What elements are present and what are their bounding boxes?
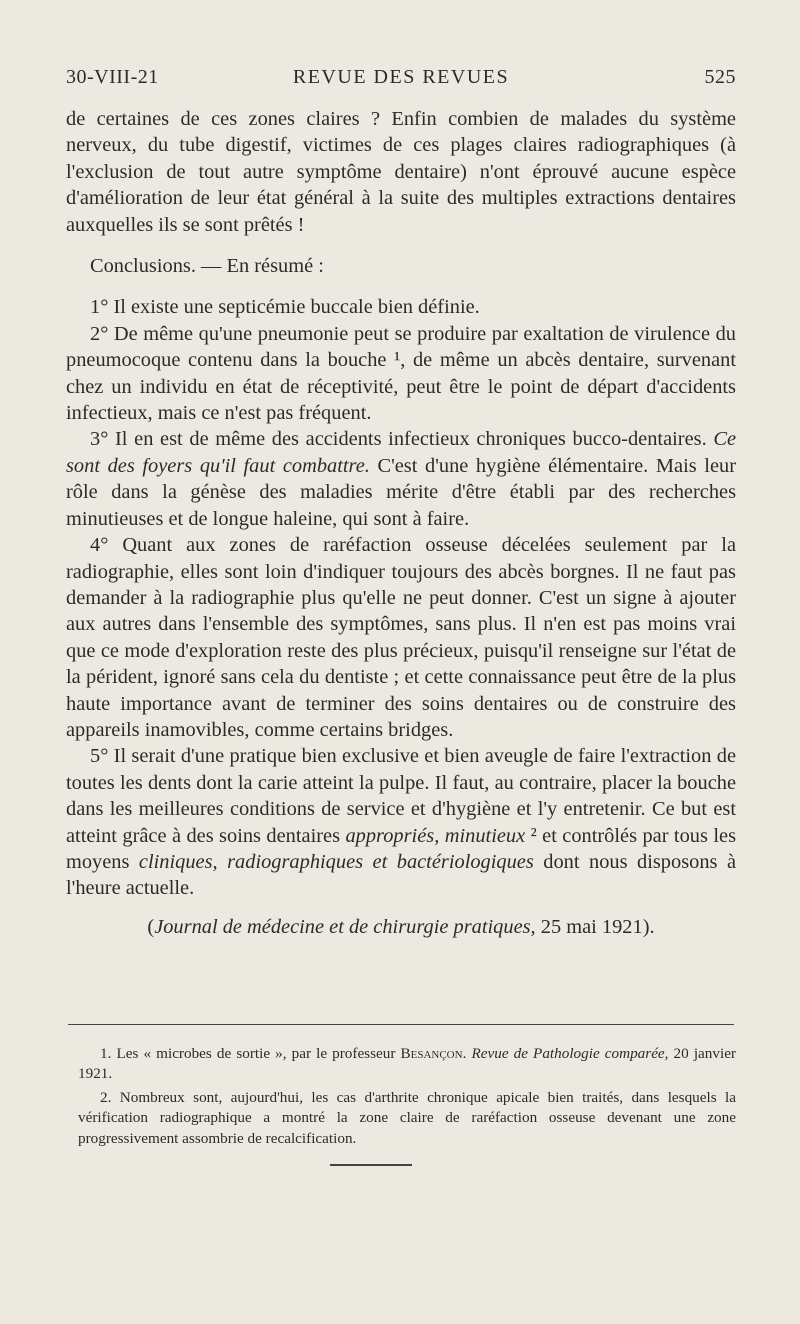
footnote-2: 2. Nombreux sont, aujourd'hui, les cas d'arthrite chronique apicale bien traités, dans lesquels la vérification radiographique a montré la zone claire de raréfaction osseuse devenant une zone progressivement assombrie de recalcification. [78, 1088, 736, 1147]
header-journal-title: REVUE DES REVUES [292, 66, 510, 88]
conclusion-2: 2° De même qu'une pneumonie peut se produire par exaltation de virulence du pneumocoque contenu dans la bouche ¹, de même un abcès dentaire, survenant chez un individu en état de réceptivité, peut être le point de départ d'accidents infectieux, mais ce n'est pas fréquent. [66, 322, 736, 425]
conclusion-3-emphasis: Ce sont des foyers qu'il faut combattre. [66, 428, 736, 477]
article-body [66, 106, 736, 940]
footnote-1-journal: Revue de Pathologie comparée, [471, 1045, 669, 1062]
conclusion-1: 1° Il existe une septicémie buccale bien définie. [90, 296, 480, 319]
footnote-1-author: Besançon [400, 1045, 463, 1062]
source-open: ( [147, 915, 155, 938]
conclusions-heading: Conclusions. — En résumé : [90, 255, 324, 278]
conclusion-3 [66, 426, 736, 532]
footnotes [78, 1044, 736, 1149]
footnote-1-date: 20 janvier 1921. [78, 1045, 736, 1083]
running-header [66, 66, 736, 94]
conclusion-5-text: 5° Il serait d'une pratique bien exclusive et bien aveugle de faire l'extraction de toutes les dents dont la carie atteint la pulpe. Il faut, au contraire, placer la bouche dans les meilleures conditions de service et d'hygiène et l'y entretenir. Ce but est atteint grâce à des soins dentaires [66, 745, 736, 847]
conclusion-4: 4° Quant aux zones de raréfaction osseuse décelées seulement par la radiographie, elles sont loin d'indiquer toujours des abcès borgnes. Il ne faut pas demander à la radiographie plus qu'elle ne peut donner. C'est un signe à ajouter aux autres dans l'ensemble des symptômes, sans plus. Il n'en est pas moins vrai que ce mode d'exploration reste des plus précieux, puisqu'il renseigne sur l'état de la pérident, ignoré sans cela du dentiste ; et cette connaissance peut être de la plus haute importance avant de terminer des soins dentaires ou de construire des appareils inamovibles, comme certains bridges. [66, 534, 736, 741]
conclusion-3-text: 3° Il en est de même des accidents infectieux chroniques bucco-dentaires. [90, 428, 714, 451]
source-citation [66, 914, 736, 940]
conclusion-3-rest: C'est d'une hygiène élémentaire. Mais leur rôle dans la génèse des maladies mérite d'être établi par des recherches minutieuses et de longue haleine, qui sont à faire. [66, 454, 736, 530]
end-rule [330, 1164, 412, 1166]
page-number: 525 [704, 66, 736, 88]
conclusion-5-emphasis-1: appropriés, minutieux [345, 824, 526, 847]
paragraph-intro: de certaines de ces zones claires ? Enfin combien de malades du système nerveux, du tube digestif, victimes de ces plages claires radiographiques (à l'exclusion de tout autre symptôme dentaire) n'ont éprouvé aucune espèce d'amélioration de leur état général à la suite des multiples extractions dentaires auxquelles ils se sont prêtés ! [66, 108, 736, 236]
source-journal: Journal de médecine et de chirurgie pratiques, [154, 915, 536, 938]
source-date: 25 mai 1921). [535, 915, 655, 938]
conclusion-5 [66, 743, 736, 901]
footnote-1-sep: . [462, 1045, 472, 1062]
conclusion-5-text-2: ² et contrôlés par tous les moyens [66, 824, 737, 873]
conclusion-5-emphasis-2: cliniques, radiographiques et bactériologiques [138, 850, 534, 873]
footnote-divider [68, 1024, 734, 1025]
conclusion-5-rest: dont nous disposons à l'heure actuelle. [66, 850, 736, 900]
header-date: 30-VIII-21 [66, 66, 159, 88]
footnote-1 [78, 1044, 736, 1085]
footnote-1-text: 1. Les « microbes de sortie », par le professeur [100, 1045, 401, 1062]
